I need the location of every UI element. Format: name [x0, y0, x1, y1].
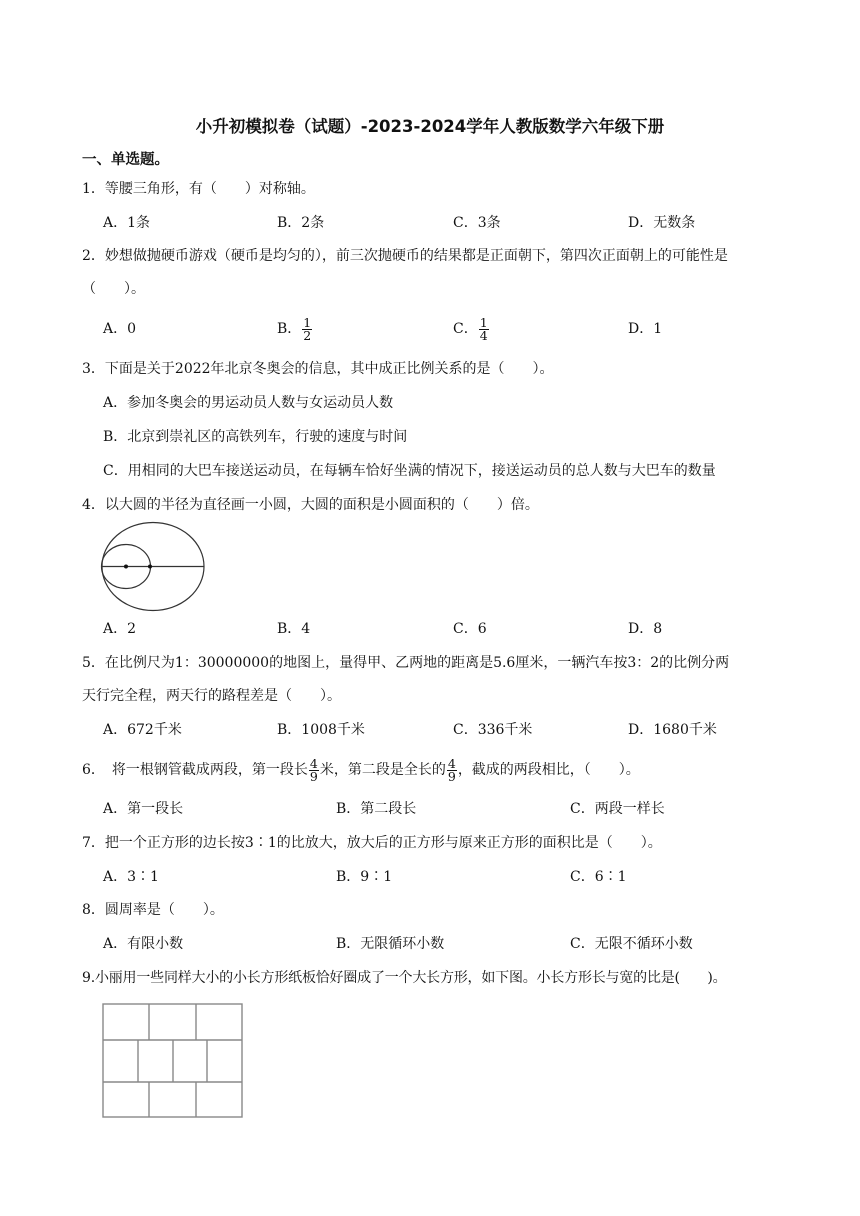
center-dot [148, 565, 152, 569]
circles-figure [99, 521, 213, 615]
q4-option-d[interactable]: D．8 [628, 621, 663, 637]
question-9-stem: 9.小丽用一些同样大小的小长方形纸板恰好圈成了一个大长方形，如下图。小长方形长与宽的比是( )。 [82, 970, 727, 986]
q3-option-c[interactable]: C．用相同的大巴车接送运动员，在每辆车恰好坐满的情况下，接送运动员的总人数与大巴车的数量 [103, 463, 716, 479]
question-5-stem-line1: 5．在比例尺为1：30000000的地图上，量得甲、乙两地的距离是5.6厘米，一辆汽车按3：2的比例分两 [82, 655, 730, 671]
question-6-stem [82, 755, 640, 785]
q5-option-d[interactable]: D．1680千米 [628, 722, 717, 738]
q8-option-b[interactable]: B．无限循环小数 [336, 936, 445, 952]
page-title: 小升初模拟卷（试题）-2023-2024学年人教版数学六年级下册 [195, 117, 665, 136]
q3-option-a[interactable]: A．参加冬奥会的男运动员人数与女运动员人数 [103, 395, 394, 411]
q1-option-b[interactable]: B．2条 [277, 215, 325, 231]
q1-option-d[interactable]: D．无数条 [628, 215, 696, 231]
question-4-stem: 4．以大圆的半径为直径画一小圆，大圆的面积是小圆面积的（ ）倍。 [82, 497, 539, 513]
question-5-stem-line2: 天行完全程，两天行的路程差是（ ）。 [82, 688, 341, 704]
q5-option-c[interactable]: C．336千米 [453, 722, 533, 738]
q8-option-a[interactable]: A．有限小数 [103, 936, 184, 952]
q2-option-c[interactable] [453, 314, 490, 344]
q5-option-b[interactable]: B．1008千米 [277, 722, 365, 738]
q2-option-b[interactable] [277, 314, 313, 344]
q4-option-b[interactable]: B．4 [277, 621, 311, 637]
q6-option-c[interactable]: C．两段一样长 [570, 801, 665, 817]
center-dot [124, 565, 128, 569]
q8-option-c[interactable]: C．无限不循环小数 [570, 936, 693, 952]
stem-text: ，截成的两段相比，（ ）。 [457, 762, 640, 778]
question-2-stem-line1: 2．妙想做抛硬币游戏（硬币是均匀的），前三次抛硬币的结果都是正面朝下，第四次正面朝上的可能性是 [82, 248, 728, 264]
fraction: $\frac{4}{9}$ [309, 755, 318, 784]
q4-option-c[interactable]: C．6 [453, 621, 487, 637]
question-2-stem-line2: （ ）。 [82, 281, 145, 297]
q7-option-b[interactable]: B．9∶1 [336, 869, 393, 885]
q1-option-a[interactable]: A．1条 [103, 215, 151, 231]
q2-option-b-label: B． [277, 321, 302, 337]
q7-option-c[interactable]: C．6∶1 [570, 869, 627, 885]
q2-option-d[interactable]: D．1 [628, 321, 663, 337]
q7-option-a[interactable]: A．3∶1 [103, 869, 159, 885]
q2-option-a[interactable]: A．0 [103, 321, 137, 337]
fraction: $\frac{4}{9}$ [447, 755, 456, 784]
question-8-stem: 8．圆周率是（ ）。 [82, 902, 224, 918]
question-1-stem: 1．等腰三角形，有（ ）对称轴。 [82, 181, 315, 197]
q5-option-a[interactable]: A．672千米 [103, 722, 182, 738]
q2-option-c-label: C． [453, 321, 478, 337]
stem-text: 米，第二段是全长的 [319, 762, 446, 778]
q6-option-b[interactable]: B．第二段长 [336, 801, 417, 817]
q6-option-a[interactable]: A．第一段长 [103, 801, 184, 817]
section-heading: 一、单选题。 [82, 152, 169, 168]
fraction: $\frac{1}{4}$ [479, 314, 488, 343]
q1-option-c[interactable]: C．3条 [453, 215, 501, 231]
rectangle-grid-figure [101, 1002, 245, 1120]
fraction: $\frac{1}{2}$ [303, 314, 312, 343]
q3-option-b[interactable]: B．北京到崇礼区的高铁列车，行驶的速度与时间 [103, 429, 408, 445]
question-3-stem: 3．下面是关于2022年北京冬奥会的信息，其中成正比例关系的是（ ）。 [82, 361, 554, 377]
q4-option-a[interactable]: A．2 [103, 621, 137, 637]
stem-text: 6． 将一根钢管截成两段，第一段长 [82, 762, 308, 778]
question-7-stem: 7．把一个正方形的边长按3∶1的比放大，放大后的正方形与原来正方形的面积比是（ ）。 [82, 835, 662, 851]
